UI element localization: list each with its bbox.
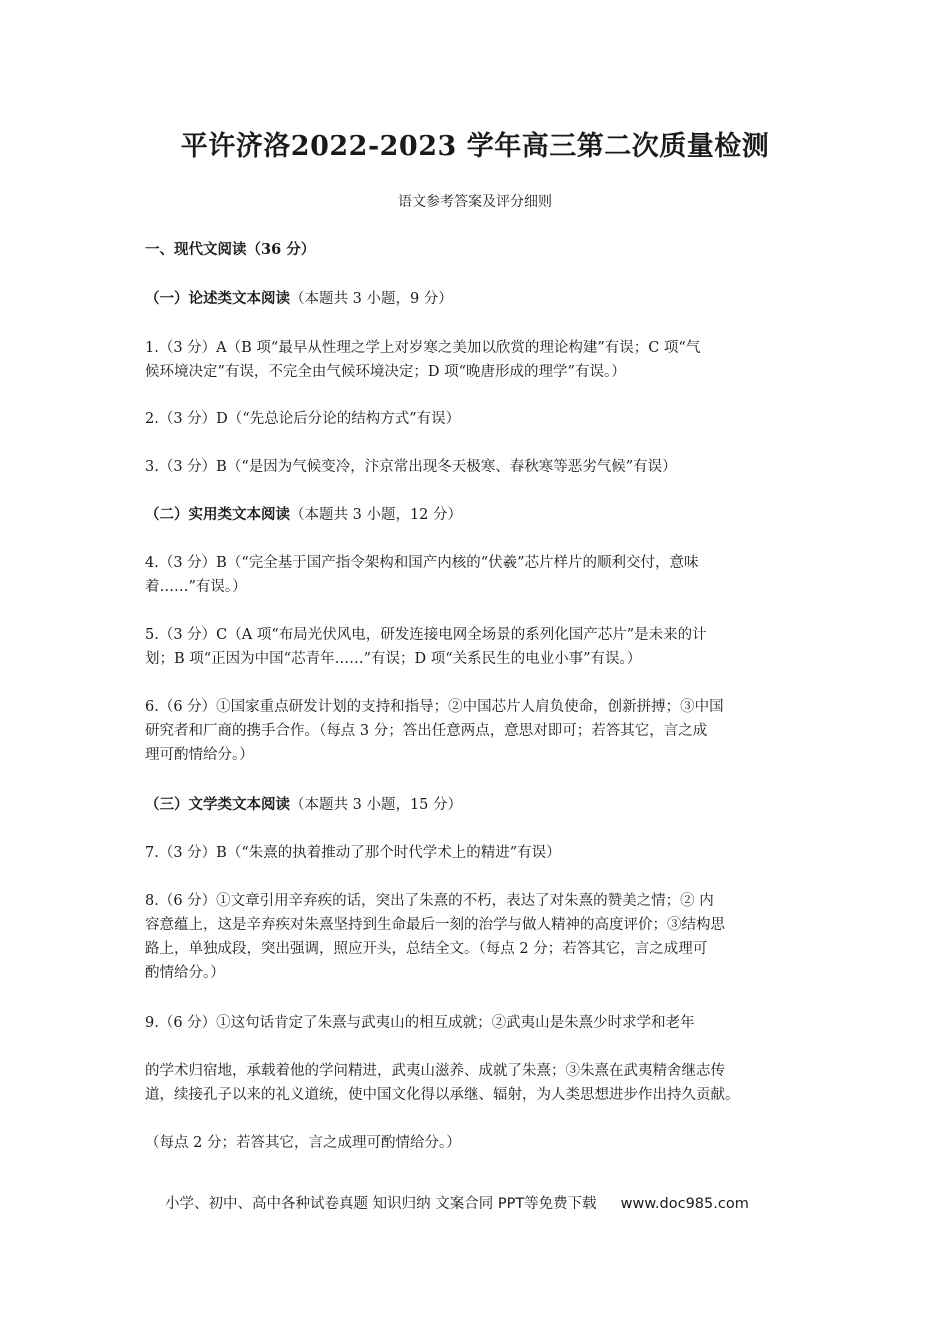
answer-q5-line-2: 划；B 项“正因为中国“芯青年……”有误；D 项“关系民生的电业小事”有误。）	[145, 651, 642, 667]
part-heading-argumentative	[145, 287, 453, 311]
answer-q9-line-4: （每点 2 分；若答其它，言之成理可酌情给分。）	[145, 1135, 461, 1151]
answer-q6-line-1: 6.（6 分）①国家重点研发计划的支持和指导；②中国芯片人肩负使命，创新拼搏；③中国	[145, 699, 724, 715]
footer-link[interactable]: www.doc985.com	[620, 1196, 749, 1212]
answer-q1-line-2: 候环境决定”有误，不完全由气候环境决定；D 项“晚唐形成的理学”有误。）	[145, 364, 626, 380]
answer-q9-line-3: 道，续接孔子以来的礼义道统，使中国文化得以承继、辐射，为人类思想进步作出持久贡献。	[145, 1087, 740, 1103]
answer-q4-line-1: 4.（3 分）B（“完全基于国产指令架构和国产内核的“伏羲”芯片样片的顺利交付，意味	[145, 555, 699, 571]
part-heading-note: （本题共 3 小题，9 分）	[290, 291, 453, 307]
answer-q8-line-1: 8.（6 分）①文章引用辛弃疾的话，突出了朱熹的不朽，表达了对朱熹的赞美之情；② 内	[145, 893, 714, 909]
answer-q3: 3.（3 分）B（“是因为气候变冷，汴京常出现冬天极寒、春秋寒等恶劣气候”有误）	[145, 459, 677, 475]
page-footer	[165, 1192, 749, 1213]
answer-q4-line-2: 着……”有误。）	[145, 579, 247, 595]
part-heading-note: （本题共 3 小题，15 分）	[290, 797, 463, 813]
answer-q6-line-2: 研究者和厂商的携手合作。（每点 3 分；答出任意两点，意思对即可；若答其它，言之成	[145, 723, 708, 739]
answer-q8-line-3: 路上，单独成段，突出强调，照应开头，总结全文。（每点 2 分；若答其它，言之成理可	[145, 941, 708, 957]
answer-q7: 7.（3 分）B（“朱熹的执着推动了那个时代学术上的精进”有误）	[145, 845, 561, 861]
part-heading-note: （本题共 3 小题，12 分）	[290, 507, 463, 523]
answer-q9-line-2: 的学术归宿地，承载着他的学问精进，武夷山滋养、成就了朱熹；③朱熹在武夷精舍继志传	[145, 1063, 725, 1079]
part-heading-text: （一）论述类文本阅读	[145, 290, 290, 307]
answer-q9-line-1: 9.（6 分）①这句话肯定了朱熹与武夷山的相互成就；②武夷山是朱熹少时求学和老年	[145, 1015, 695, 1031]
part-heading-literary	[145, 793, 462, 817]
part-heading-text: （三）文学类文本阅读	[145, 796, 290, 813]
footer-text: 小学、初中、高中各种试卷真题 知识归纳 文案合同 PPT等免费下载	[165, 1196, 597, 1212]
part-heading-text: （二）实用类文本阅读	[145, 506, 290, 523]
document-subtitle: 语文参考答案及评分细则	[398, 194, 552, 210]
document-title: 平许济洛2022-2023 学年高三第二次质量检测	[180, 131, 770, 162]
section-heading-modern-reading: 一、现代文阅读（36 分）	[145, 241, 316, 258]
answer-q8-line-2: 容意蕴上，这是辛弃疾对朱熹坚持到生命最后一刻的治学与做人精神的高度评价；③结构思	[145, 917, 725, 933]
answer-q2: 2.（3 分）D（“先总论后分论的结构方式”有误）	[145, 411, 461, 427]
answer-q1-line-1: 1.（3 分）A（B 项“最早从性理之学上对岁寒之美加以欣赏的理论构建”有误；C 项“气	[145, 340, 701, 356]
part-heading-practical	[145, 503, 462, 527]
answer-q5-line-1: 5.（3 分）C（A 项“布局光伏风电，研发连接电网全场景的系列化国产芯片”是未来的计	[145, 627, 707, 643]
answer-q6-line-3: 理可酌情给分。）	[145, 747, 254, 763]
answer-q8-line-4: 酌情给分。）	[145, 965, 225, 981]
